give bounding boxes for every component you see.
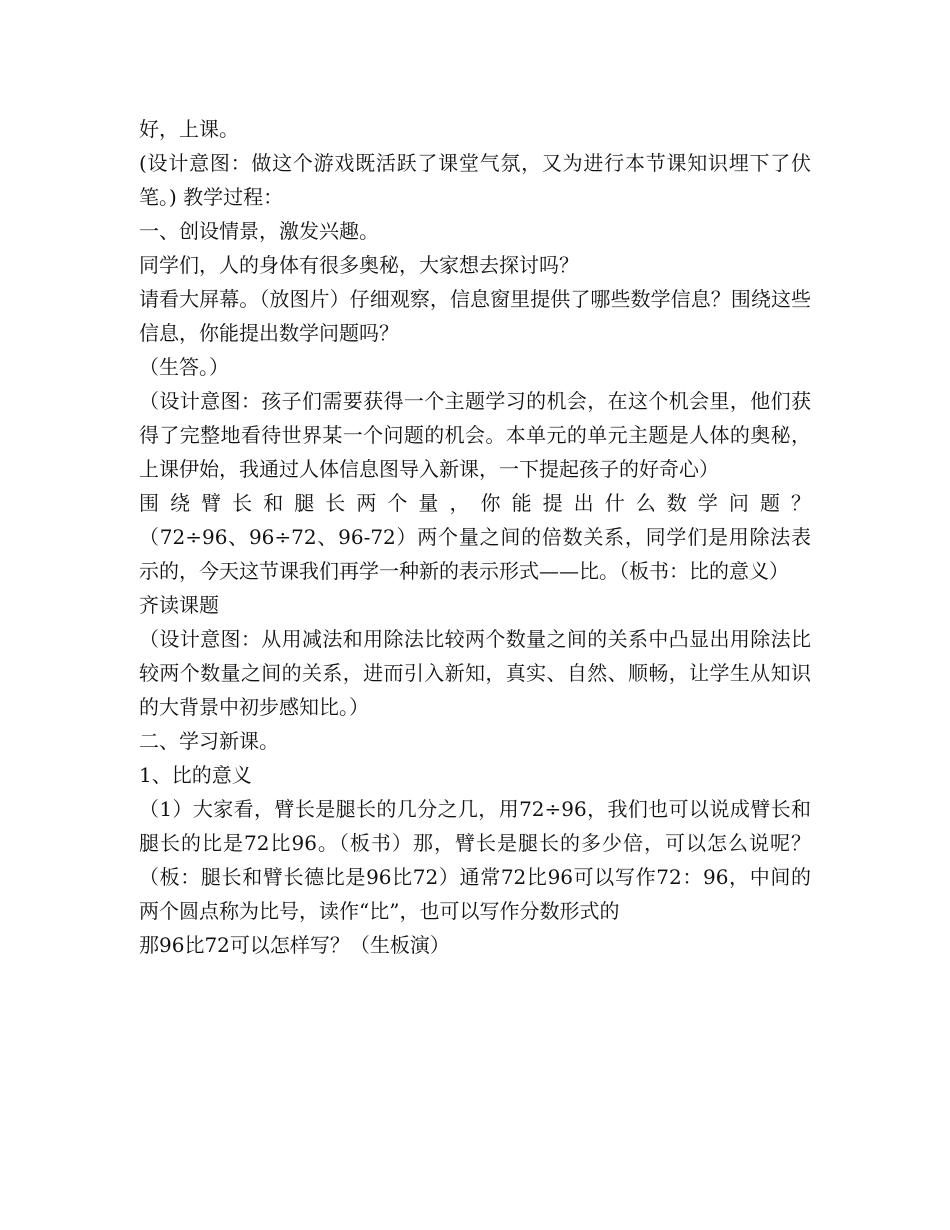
design-intent-paragraph: (设计意图：做这个游戏既活跃了课堂气氛，又为进行本节课知识埋下了伏笔。) 教学过程： [139, 151, 811, 209]
text-line: 同学们，人的身体有很多奥秘，大家想去探讨吗？ [139, 253, 579, 277]
design-intent-paragraph: （设计意图：孩子们需要获得一个主题学习的机会，在这个机会里，他们获得了完整地看待世界某一个问题的机会。本单元的单元主题是人体的奥秘，上课伊始，我通过人体信息图导入新课，一下提起孩子的好奇心） [139, 389, 811, 481]
question-line: 围绕臂长和腿长两个量，你能提出什么数学问题？ [139, 491, 811, 515]
text-line: 齐读课题 [139, 593, 219, 617]
text-line: 那96比72可以怎样写？（生板演） [139, 933, 450, 957]
design-intent-paragraph: （设计意图：从用减法和用除法比较两个数量之间的关系中凸显出用除法比较两个数量之间的关系，进而引入新知，真实、自然、顺畅，让学生从知识的大背景中初步感知比。） [139, 627, 811, 719]
document-page [139, 112, 811, 962]
section-heading: 二、学习新课。 [139, 729, 279, 753]
text-paragraph: 请看大屏幕。（放图片）仔细观察，信息窗里提供了哪些数学信息？围绕这些信息，你能提出数学问题吗？ [139, 287, 811, 345]
section-heading: 一、创设情景，激发兴趣。 [139, 219, 379, 243]
text-line: 好，上课。 [139, 117, 239, 141]
text-line: （生答。） [139, 355, 229, 379]
text-paragraph: （72÷96、96÷72、96-72）两个量之间的倍数关系，同学们是用除法表示的，今天这节课我们再学一种新的表示形式——比。（板书：比的意义） [139, 525, 811, 583]
subsection-heading: 1、比的意义 [139, 763, 252, 787]
text-paragraph: （1）大家看，臂长是腿长的几分之几，用72÷96，我们也可以说成臂长和腿长的比是72比96。（板书）那，臂长是腿长的多少倍，可以怎么说呢？（板：腿长和臂长德比是96比72）通常72比96可以写作72：96，中间的两个圆点称为比号，读作“比”，也可以写作分数形式的 [139, 797, 811, 923]
